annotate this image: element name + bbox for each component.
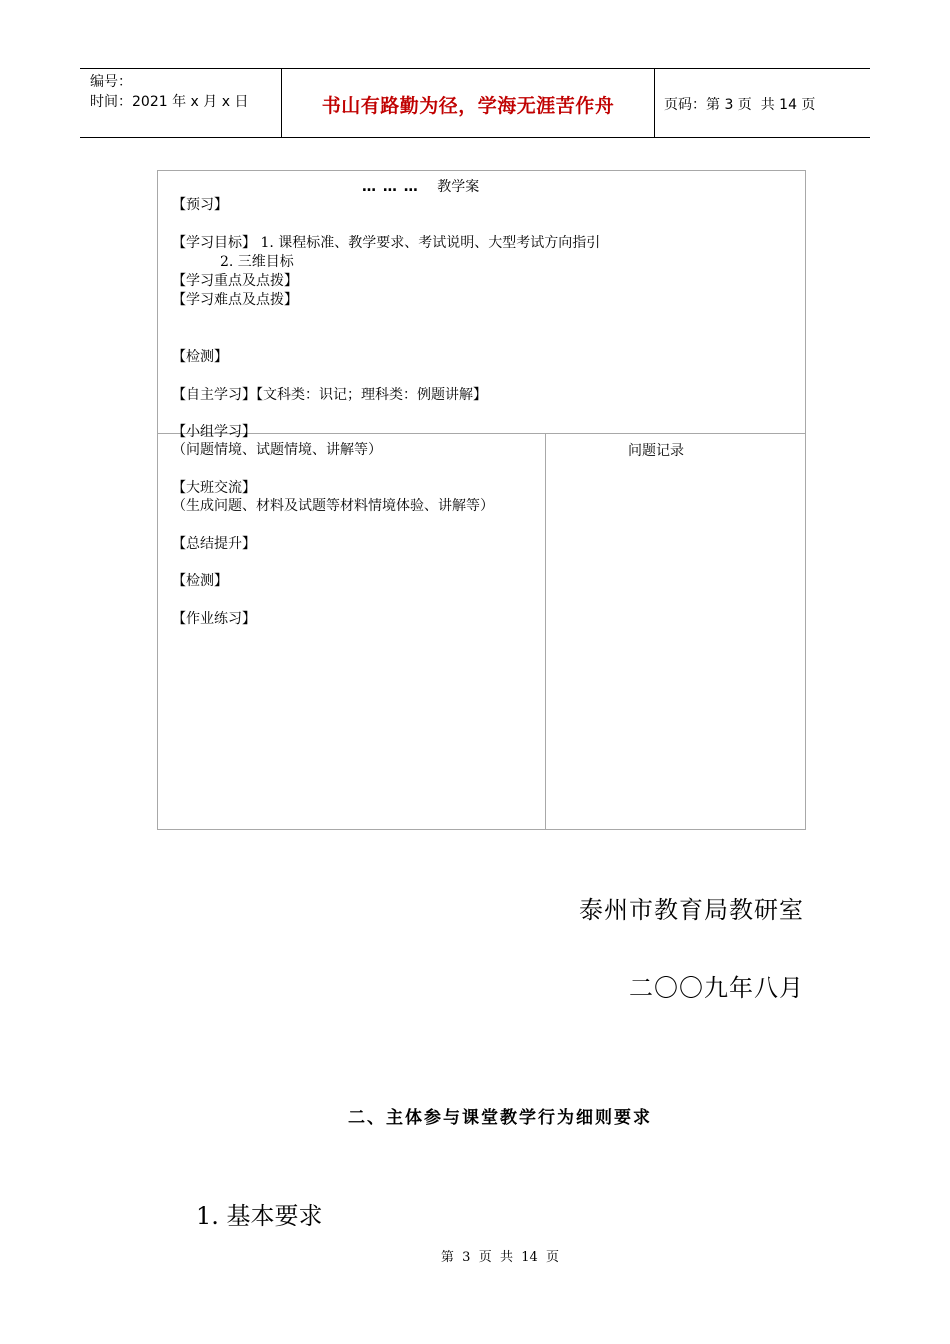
section-preview: 【预习】 — [172, 197, 228, 213]
section-objectives-item-2: 2. 三维目标 — [220, 254, 294, 270]
section-class-exchange-note: （生成问题、材料及试题等材料情境体验、讲解等） — [172, 498, 494, 514]
section-group-study: 【小组学习】 — [172, 424, 256, 440]
issue-date: 二〇〇九年八月 — [629, 974, 804, 1002]
number-label: 编号： — [90, 74, 132, 90]
section-key-points: 【学习重点及点拨】 — [172, 273, 298, 289]
header-motto: 书山有路勤为径，学海无涯苦作舟 — [321, 95, 615, 117]
section-heading: 二、主体参与课堂教学行为细则要求 — [348, 1108, 652, 1128]
section-check-1: 【检测】 — [172, 349, 228, 365]
section-check-2: 【检测】 — [172, 573, 228, 589]
page-footer: 第 3 页 共 14 页 — [440, 1250, 560, 1265]
table-column-divider — [545, 433, 546, 829]
section-self-study: 【自主学习】【文科类：识记；理科类：例题讲解】 — [172, 387, 487, 403]
subsection-heading: 1. 基本要求 — [196, 1202, 323, 1230]
issue-record-label: 问题记录 — [628, 443, 684, 459]
title-text: 教学案 — [437, 179, 480, 195]
issuing-organization: 泰州市教育局教研室 — [579, 896, 804, 924]
section-summary: 【总结提升】 — [172, 536, 256, 552]
section-difficult-points: 【学习难点及点拨】 — [172, 292, 298, 308]
document-header — [80, 68, 870, 138]
lesson-plan-title — [362, 178, 479, 196]
section-class-exchange: 【大班交流】 — [172, 480, 256, 496]
lesson-plan-table — [157, 170, 806, 830]
section-group-study-note: （问题情境、试题情境、讲解等） — [172, 442, 382, 458]
section-objectives: 【学习目标】 1. 课程标准、教学要求、考试说明、大型考试方向指引 — [172, 235, 601, 251]
header-meta — [90, 72, 248, 112]
title-placeholder-dots: … … … — [362, 179, 419, 195]
time-label: 时间：2021 年 x 月 x 日 — [90, 94, 249, 110]
header-divider — [654, 69, 655, 137]
header-page-info: 页码：第 3 页 共 14 页 — [664, 97, 816, 113]
section-homework: 【作业练习】 — [172, 611, 256, 627]
